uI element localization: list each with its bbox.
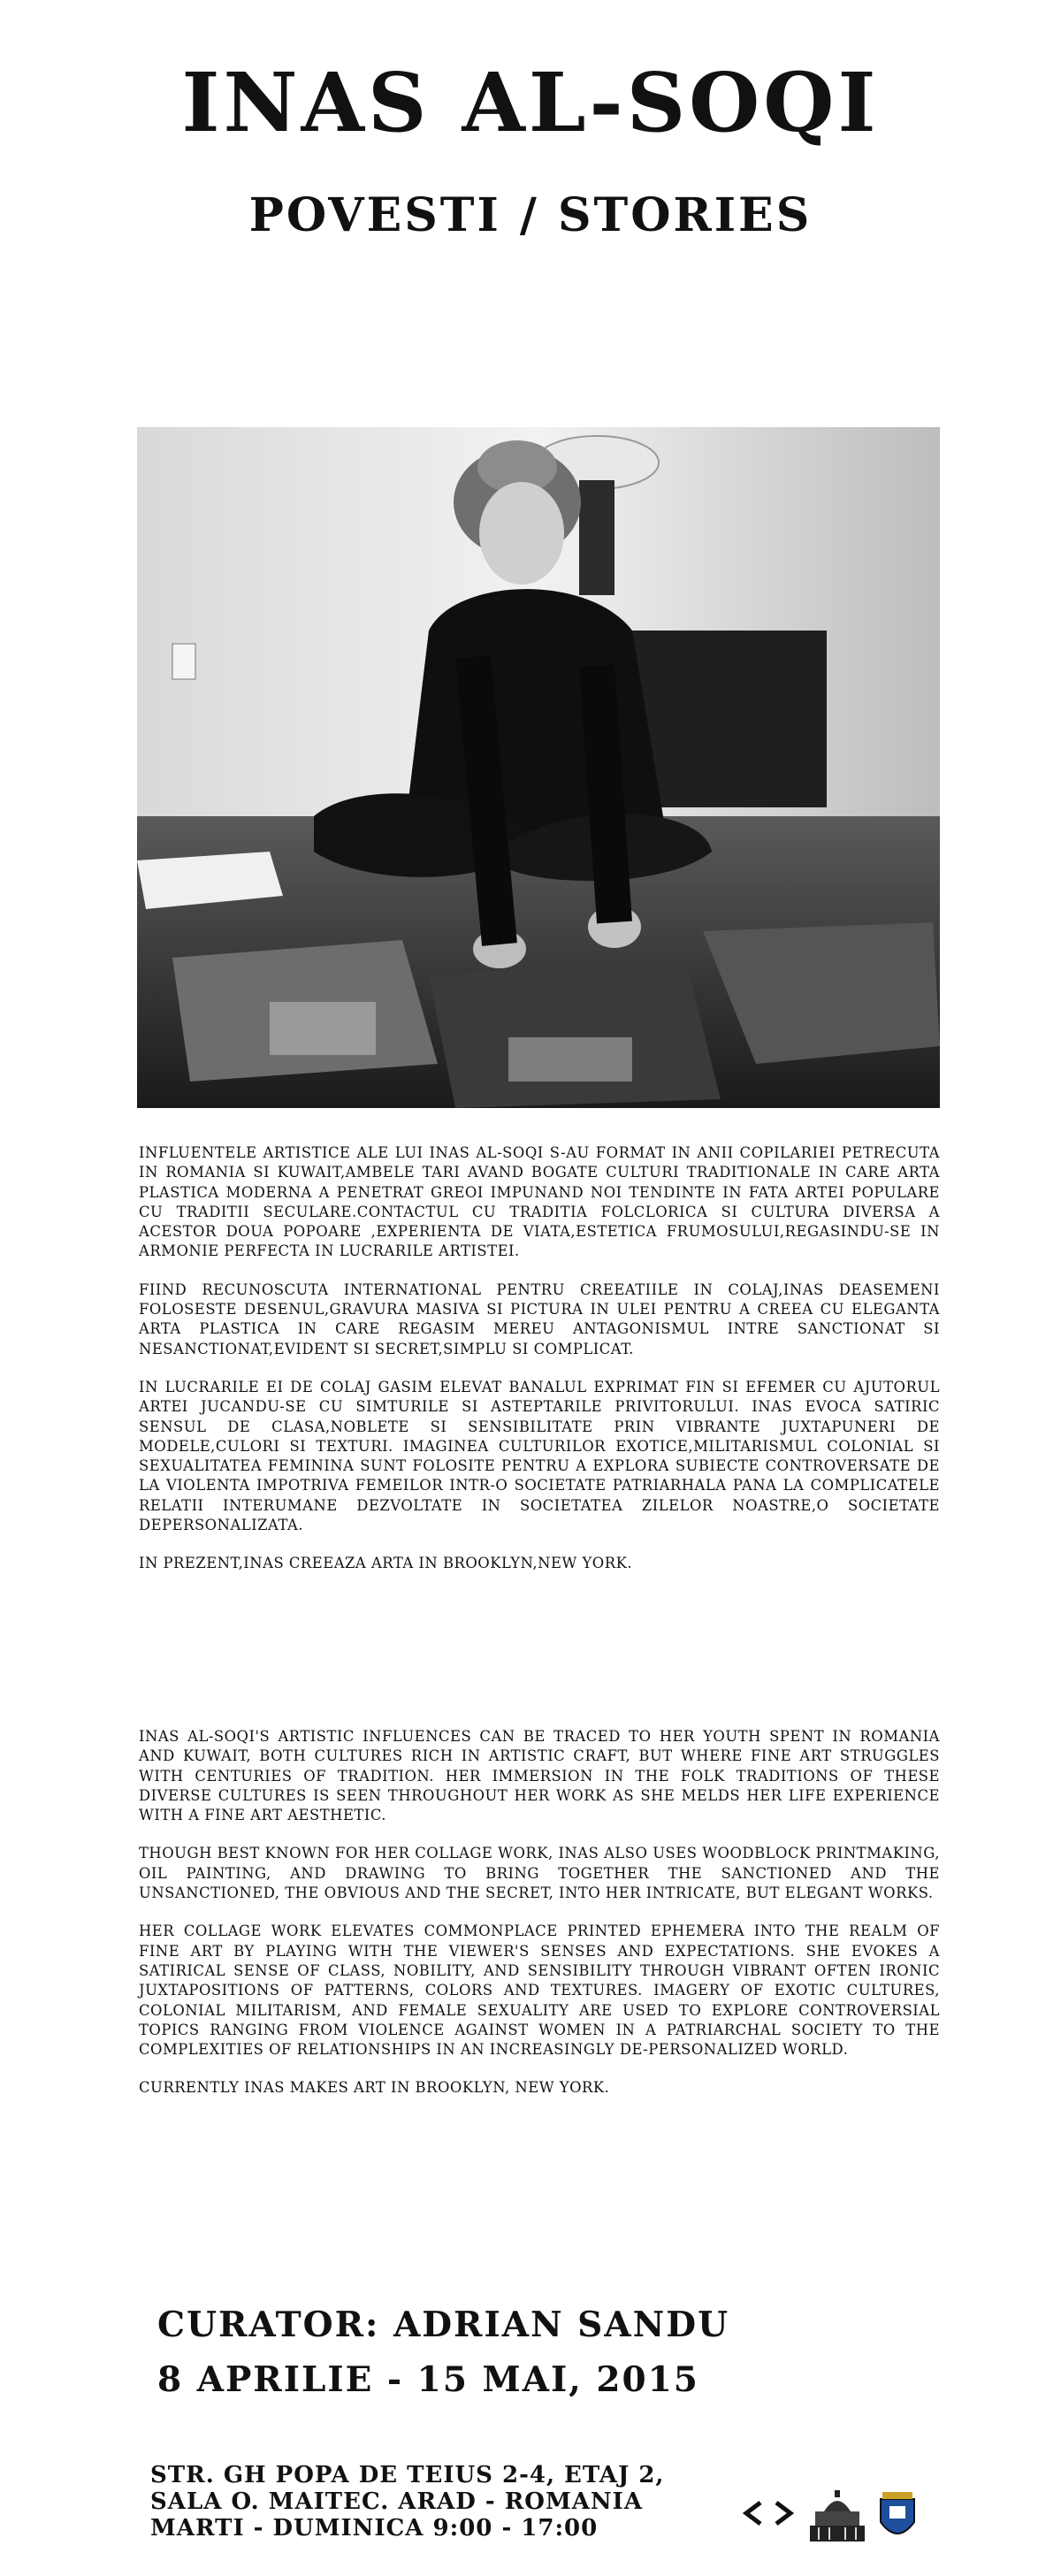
ro-paragraph: IN PREZENT,INAS CREEAZA ARTA IN BROOKLYN,NEW YORK. xyxy=(139,1555,633,1572)
gallery-logo-icon xyxy=(746,2503,790,2524)
sponsor-logos xyxy=(741,2487,927,2549)
en-paragraph: CURRENTLY INAS MAKES ART IN BROOKLYN, NEW YORK. xyxy=(139,2079,610,2097)
exhibition-title: POVESTI / STORIES xyxy=(248,188,813,242)
exhibition-dates: 8 APRILIE - 15 MAI, 2015 xyxy=(157,2359,699,2400)
ro-paragraph: INFLUENTELE ARTISTICE ALE LUI INAS AL-SOQI S-AU FORMAT IN ANII COPILARIEI PETRECUTA IN ROMANIA SI KUWAIT,AMBELE TARI AVAND BOGATE CULTURI TRADITIONALE IN CARE ARTA PLASTICA MODERNA A PENETRAT GREOI IMPUNAND NOI TENDINTE IN FATA ARTEI POPULARE CU TRADITII SECULARE.CONTACTUL CU TRADITIA FOLCLORICA SI CULTURA DIVERSA A ACESTOR DOUA POPOARE ,EXPERIENTA DE VIATA,ESTETICA FRUMOSULUI,REGASINDU-SE IN ARMONIE PERFECTA IN LUCRARILE ARTISTEI. xyxy=(139,1144,940,1260)
english-description xyxy=(139,1727,940,2117)
en-paragraph: THOUGH BEST KNOWN FOR HER COLLAGE WORK, INAS ALSO USES WOODBLOCK PRINTMAKING, OIL PAINTING, AND DRAWING TO BRING TOGETHER THE SANCTIONED AND THE UNSANCTIONED, THE OBVIOUS AND THE SECRET, INTO HER INTRICATE, BUT ELEGANT WORKS. xyxy=(139,1845,940,1902)
en-paragraph: INAS AL-SOQI'S ARTISTIC INFLUENCES CAN BE TRACED TO HER YOUTH SPENT IN ROMANIA AND KUWAIT, BOTH CULTURES RICH IN ARTISTIC CRAFT, BUT WHERE FINE ART STRUGGLES WITH CENTURIES OF TRADITION. HER IMMERSION IN THE FOLK TRADITIONS OF THESE DIVERSE CULTURES IS SEEN THROUGHOUT HER WORK AS SHE MELDS HER LIFE EXPERIENCE WITH A FINE ART AESTHETIC. xyxy=(139,1728,940,1824)
artist-photo xyxy=(137,427,940,1108)
ro-paragraph: IN LUCRARILE EI DE COLAJ GASIM ELEVAT BANALUL EXPRIMAT FIN SI EFEMER CU AJUTORUL ARTEI JUCANDU-SE CU SIMTURILE SI ASTEPTARILE PRIVITORULUI. INAS EVOCA SATIRIC SENSUL DE CLASA,NOBLETE SI SENSIBILITATE PRIN VIBRANTE JUXTAPUNERI DE MODELE,CULORI SI TEXTURI. IMAGINEA CULTURILOR EXOTICE,MILITARISMUL COLONIAL SI SEXUALITATEA FEMININA SUNT FOLOSITE PENTRU A EXPLORA SUBIECTE CONTROVERSATE DE LA VIOLENTA IMPOTRIVA FEMEILOR INTR-O SOCIETATE PATRIARHALA PANA LA COMPLICATELE RELATII INTERUMANE DEZVOLTATE IN SOCIETATEA ZILELOR NOASTRE,O SOCIETATE DEPERSONALIZATA. xyxy=(139,1378,940,1534)
en-paragraph: HER COLLAGE WORK ELEVATES COMMONPLACE PRINTED EPHEMERA INTO THE REALM OF FINE ART BY PLAYING WITH THE VIEWER'S SENSES AND EXPECTATIONS. SHE EVOKES A SATIRICAL SENSE OF CLASS, NOBILITY, AND SENSIBILITY THROUGH VIBRANT OFTEN IRONIC JUXTAPOSITIONS OF PATTERNS, COLORS AND TEXTURES. IMAGERY OF EXOTIC CULTURES, COLONIAL MILITARISM, AND FEMALE SEXUALITY ARE USED TO EXPLORE CONTROVERSIAL TOPICS RANGING FROM VIOLENCE AGAINST WOMEN IN A PATRIARCHAL SOCIETY TO THE COMPLEXITIES OF RELATIONSHIPS IN AN INCREASINGLY DE-PERSONALIZED WORLD. xyxy=(139,1922,940,2059)
opening-hours: MARTI - DUMINICA 9:00 - 17:00 xyxy=(150,2515,599,2542)
venue-address xyxy=(150,2462,664,2542)
address-line: SALA O. MAITEC. ARAD - ROMANIA xyxy=(150,2488,644,2515)
romanian-description xyxy=(139,1143,940,1593)
ro-paragraph: FIIND RECUNOSCUTA INTERNATIONAL PENTRU CREEATIILE IN COLAJ,INAS DEASEMENI FOLOSESTE DESENUL,GRAVURA MASIVA SI PICTURA IN ULEI PENTRU A CREEA CU ELEGANTA ARTA PLASTICA IN CARE REGASIM MEREU ANTAGONISMUL INTRE SANCTIONAT SI NESANCTIONAT,EVIDENT SI SECRET,SIMPLU SI COMPLICAT. xyxy=(139,1280,940,1357)
address-line: STR. GH POPA DE TEIUS 2-4, ETAJ 2, xyxy=(150,2462,665,2488)
artist-name-title: INAS AL-SOQI xyxy=(181,55,880,150)
museum-building-icon xyxy=(810,2490,865,2542)
arad-coat-of-arms-icon xyxy=(881,2492,914,2534)
curator-line: CURATOR: ADRIAN SANDU xyxy=(157,2305,730,2345)
